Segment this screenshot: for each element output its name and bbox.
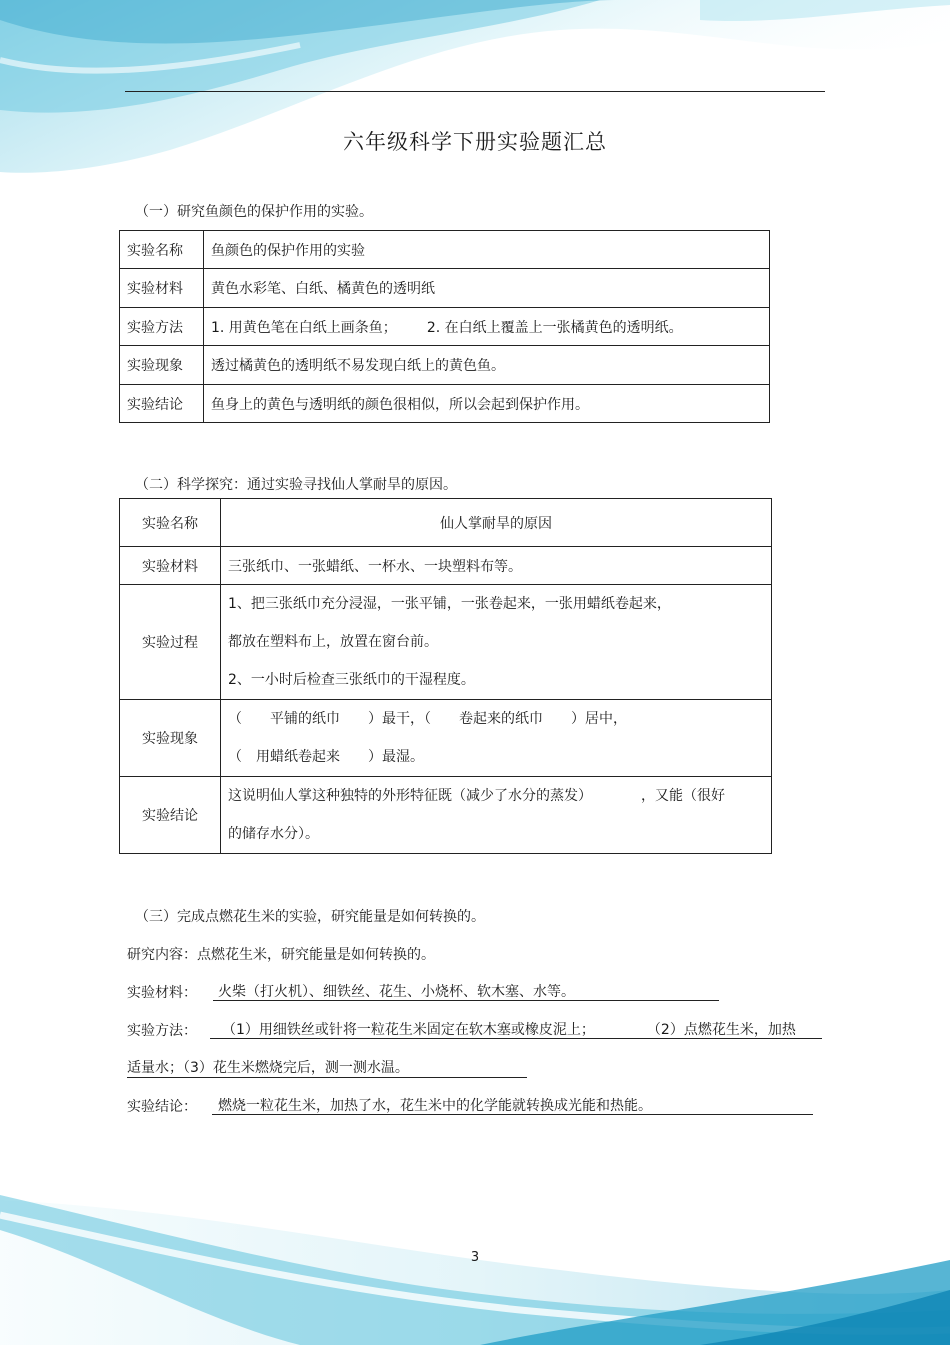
table-row [120,777,772,854]
conclusion-label: 实验结论： [127,1099,197,1115]
page-number: 3 [470,1250,480,1265]
table-row [120,231,770,269]
conclusion-line: 这说明仙人掌这种独特的外形特征既（减少了水分的蒸发） ，又能（很好 [228,788,725,804]
row-value: 三张纸巾、一张蜡纸、一杯水、一块塑料布等。 [221,547,772,585]
row-value: 仙人掌耐旱的原因 [221,499,772,547]
row-label: 实验结论 [120,777,221,854]
row-label: 实验过程 [120,585,221,700]
method-value-line2: 适量水；（3）花生米燃烧完后，测一测水温。 [127,1057,527,1078]
method-step-2: （2）点燃花生米，加热 [646,1022,796,1038]
research-content: 研究内容：点燃花生米，研究能量是如何转换的。 [127,947,435,963]
row-value [221,585,772,700]
section1-heading: （一）研究鱼颜色的保护作用的实验。 [135,204,373,220]
phenomenon-line: （ 平铺的纸巾 ）最干，（ 卷起来的纸巾 ）居中， [228,711,627,727]
page-title: 六年级科学下册实验题汇总 [343,130,607,154]
row-value: 鱼身上的黄色与透明纸的颜色很相似，所以会起到保护作用。 [204,385,770,423]
row-value [221,777,772,854]
process-line: 1、把三张纸巾充分浸湿，一张平铺，一张卷起来，一张用蜡纸卷起来， [228,596,671,612]
row-label: 实验材料 [120,547,221,585]
materials-label: 实验材料： [127,985,197,1001]
process-line: 都放在塑料布上，放置在窗台前。 [228,634,438,650]
method-step-1: （1）用细铁丝或针将一粒花生米固定在软木塞或橡皮泥上； [222,1022,595,1038]
row-value: 透过橘黄色的透明纸不易发现白纸上的黄色鱼。 [204,346,770,385]
section1-table [119,230,770,423]
conclusion-line: 的储存水分）。 [228,826,319,842]
table-row [120,585,772,700]
table-row [120,547,772,585]
row-value: 黄色水彩笔、白纸、橘黄色的透明纸 [204,269,770,308]
table-row [120,346,770,385]
method-part-a: 1. 用黄色笔在白纸上画条鱼； [211,319,397,336]
table-row [120,499,772,547]
method-value-line1 [210,1019,822,1039]
phenomenon-line: （ 用蜡纸卷起来 ）最湿。 [228,749,424,765]
row-value: 鱼颜色的保护作用的实验 [204,231,770,269]
row-value [204,308,770,346]
section2-table [119,498,772,854]
table-row [120,385,770,423]
row-label: 实验现象 [120,700,221,777]
row-label: 实验方法 [120,308,204,346]
process-line: 2、一小时后检查三张纸巾的干湿程度。 [228,672,475,688]
row-label: 实验现象 [120,346,204,385]
section3-heading: （三）完成点燃花生米的实验，研究能量是如何转换的。 [135,909,485,925]
materials-value: 火柴（打火机）、细铁丝、花生、小烧杯、软木塞、水等。 [213,981,719,1001]
conclusion-value: 燃烧一粒花生米，加热了水，花生米中的化学能就转换成光能和热能。 [212,1095,813,1115]
row-value [221,700,772,777]
row-label: 实验名称 [120,499,221,547]
table-row [120,308,770,346]
row-label: 实验材料 [120,269,204,308]
row-label: 实验结论 [120,385,204,423]
header-rule [125,91,825,92]
table-row [120,269,770,308]
method-label: 实验方法： [127,1023,197,1039]
section2-heading: （二）科学探究：通过实验寻找仙人掌耐旱的原因。 [135,477,457,493]
table-row [120,700,772,777]
method-part-b: 2. 在白纸上覆盖上一张橘黄色的透明纸。 [426,319,683,336]
row-label: 实验名称 [120,231,204,269]
